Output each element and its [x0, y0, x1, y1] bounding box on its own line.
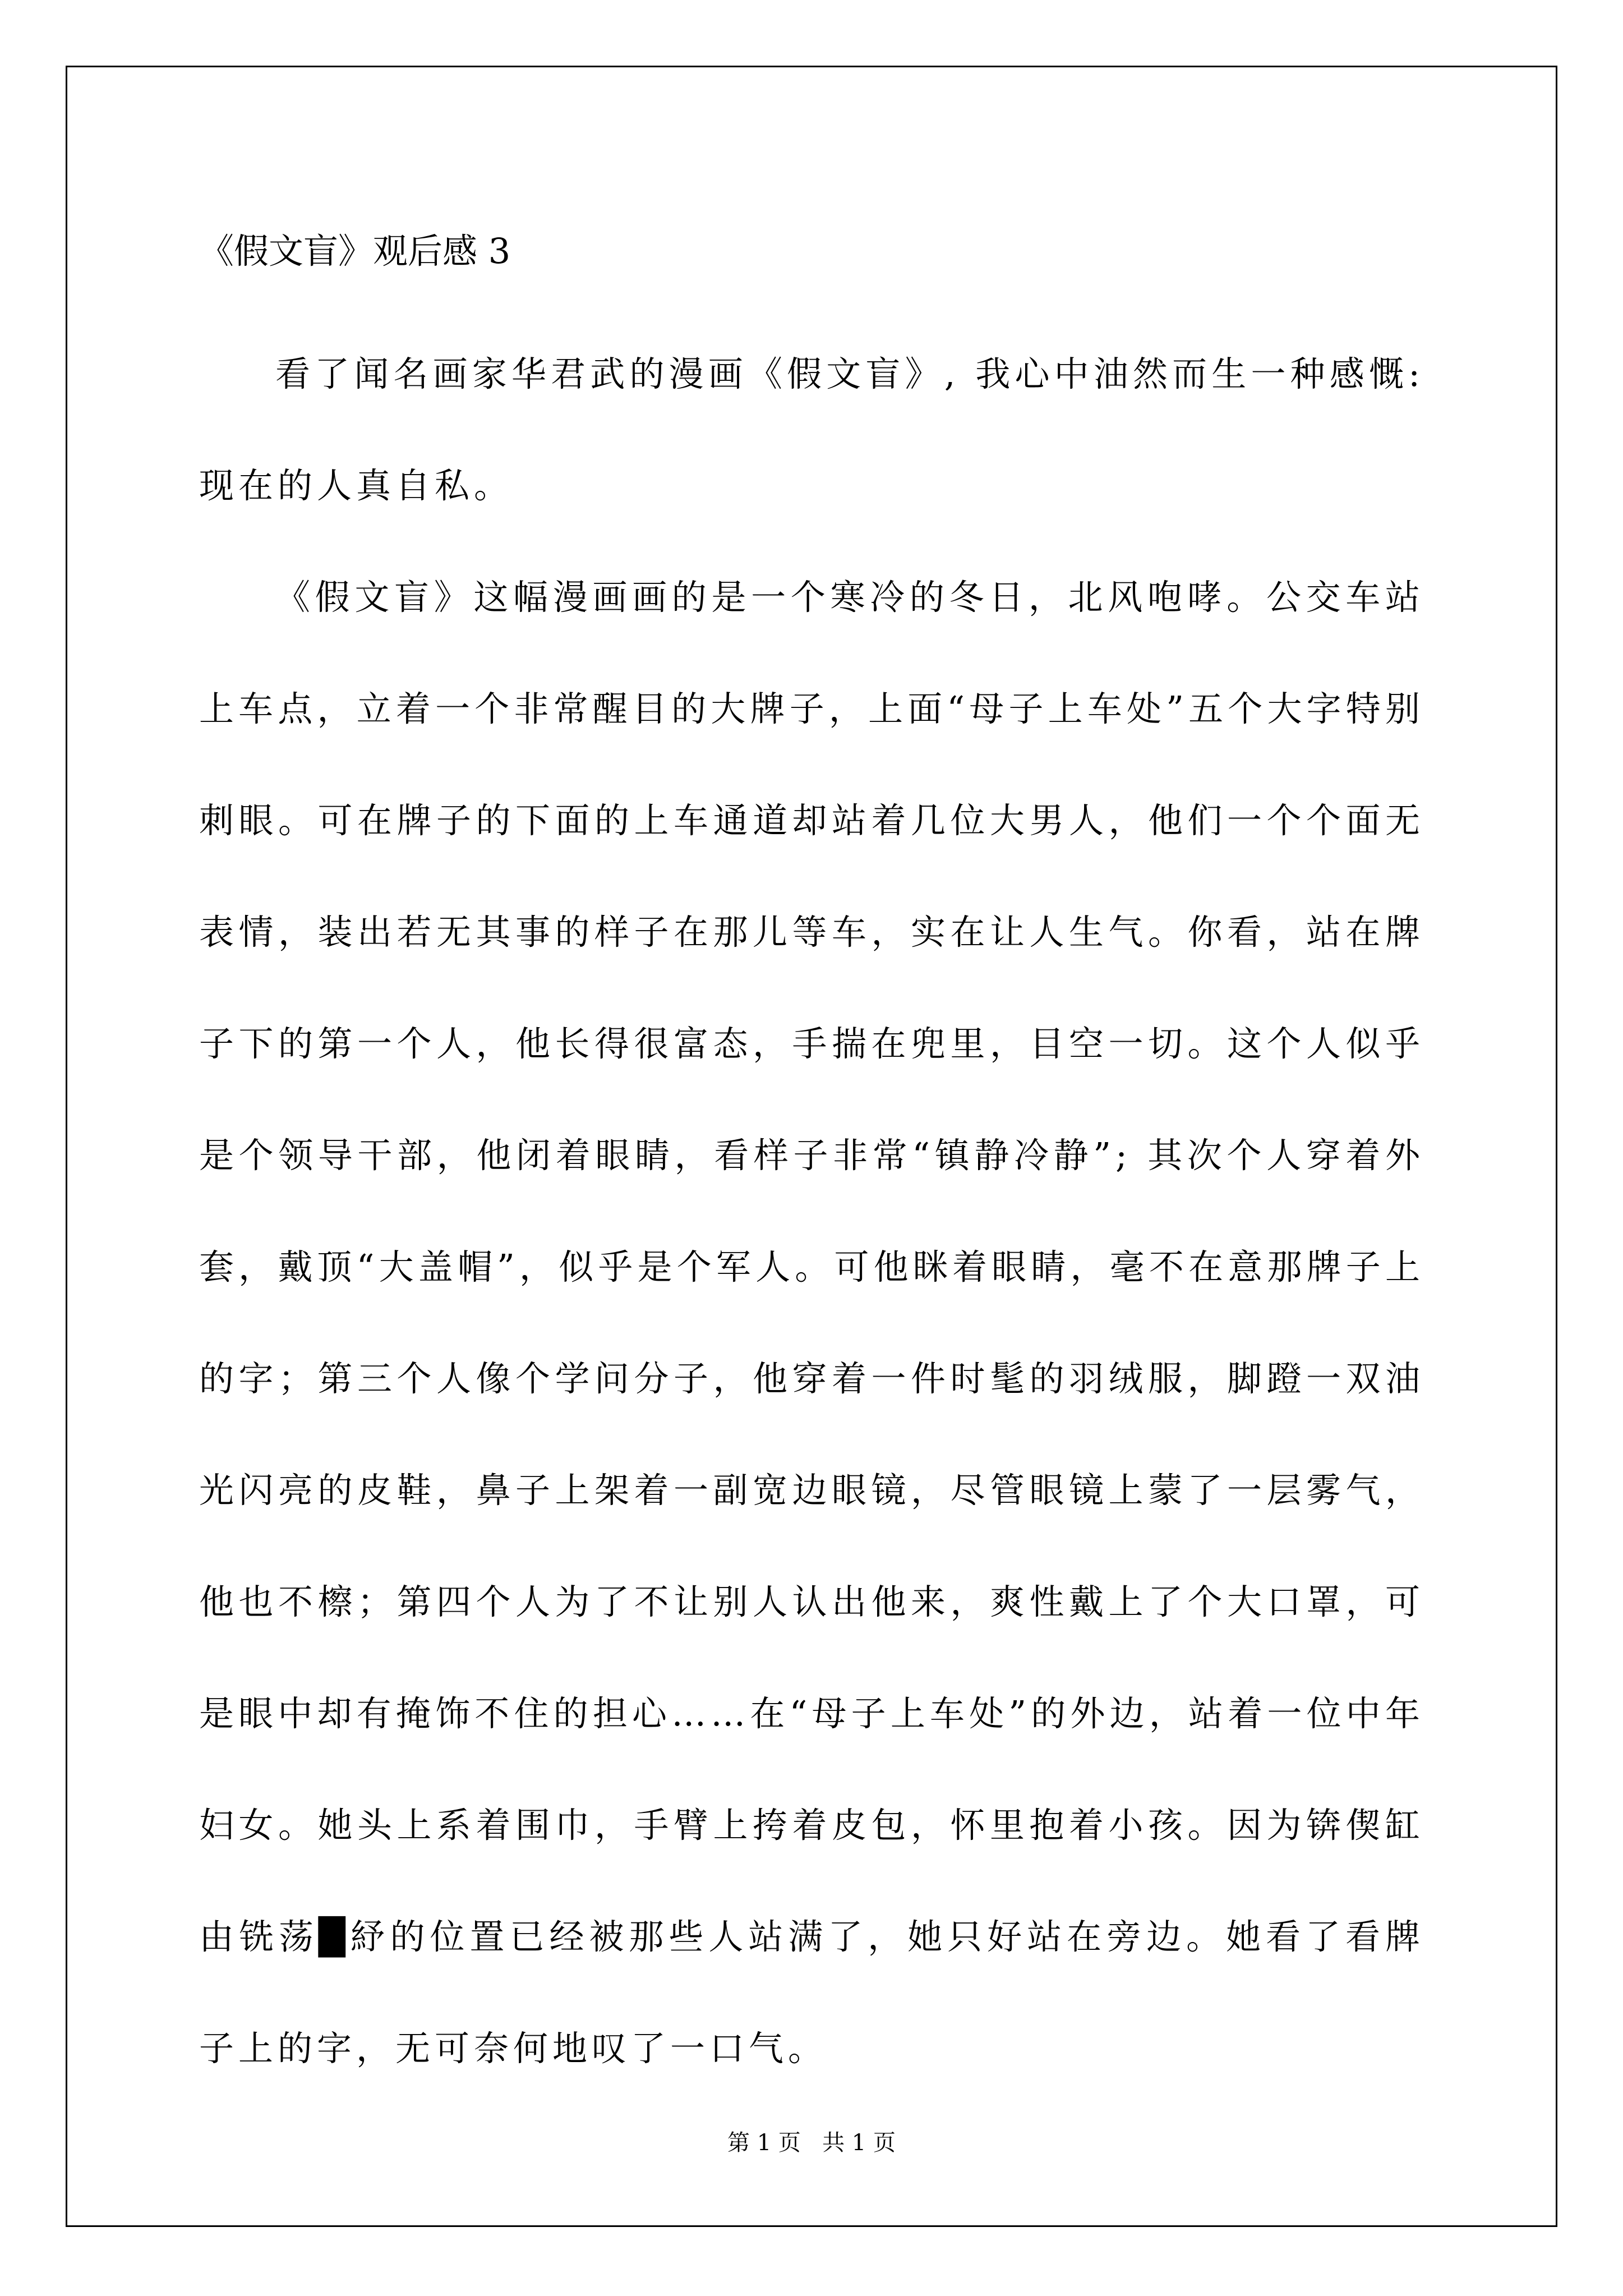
document-body — [199, 318, 1424, 2104]
paragraph-2: 《假文盲》这幅漫画画的是一个寒冷的冬日，北风咆哮。公交车站上车点，立着一个非常醒目的大牌子，上面“母子上车处”五个大字特别刺眼。可在牌子的下面的上车通道却站着几位大男人，他们一个个面无表情，装出若无其事的样子在那儿等车，实在让人生气。你看，站在牌子下的第一个人，他长得很富态，手揣在兜里，目空一切。这个人似乎是个领导干部，他闭着眼睛，看样子非常“镇静冷静”; 其次个人穿着外套，戴顶“大盖帽”，似乎是个军人。可他眯着眼睛，毫不在意那牌子上的字；第三个人像个学问分子，他穿着一件时髦的羽绒服，脚蹬一双油光闪亮的皮鞋，鼻子上架着一副宽边眼镜，尽管眼镜上蒙了一层雾气，他也不檫；第四个人为了不让别人认出他来，爽性戴上了个大口罩，可是眼中却有掩饰不住的担心……在“母子上车处”的外边，站着一位中年妇女。她头上系着围巾，手臂上挎着皮包，怀里抱着小孩。因为锛偰缸由铣荡█紓的位置已经被那些人站满了，她只好站在旁边。她看了看牌子上的字，无可奈何地叹了一口气。 — [199, 577, 1424, 2069]
document-title: 《假文盲》观后感 3 — [199, 231, 511, 272]
page-footer: 第 1 页 共 1 页 — [727, 2130, 896, 2156]
paragraph-1: 看了闻名画家华君武的漫画《假文盲》, 我心中油然而生一种感慨: 现在的人真自私。 — [199, 353, 1424, 506]
